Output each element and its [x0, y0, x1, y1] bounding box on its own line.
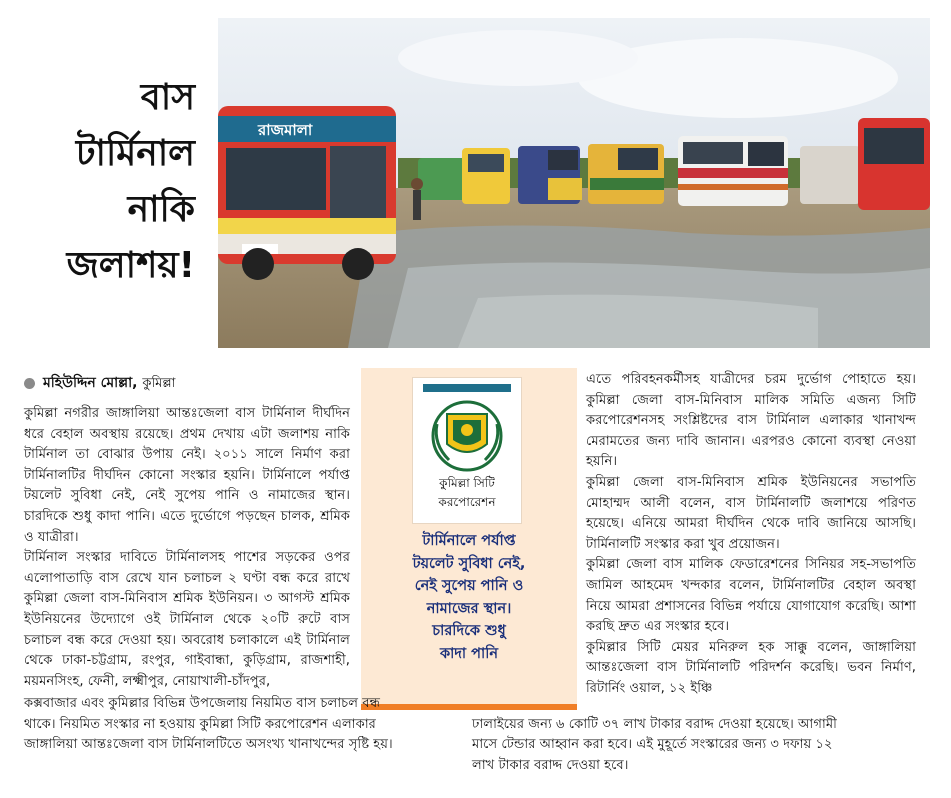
- article-bottom-lines: [24, 694, 916, 776]
- paragraph: এতে পরিবহনকর্মীসহ যাত্রীদের চরম দুর্ভোগ পোহাতে হয়। কুমিল্লা জেলা বাস-মিনিবাস মালিক সমিতি এজন্য সিটি করপোরেশনসহ সংশ্লিষ্টদের বাস টার্মিনাল এলাকার খানাখন্দ মেরামতের জন্য দাবি জানান। এরপরও কোনো ব্যবস্থা নেওয়া হয়নি।: [586, 372, 916, 470]
- city-corporation-logo: [413, 378, 521, 523]
- paragraph: কুমিল্লা নগরীর জাঙ্গালিয়া আন্তঃজেলা বাস টার্মিনাল দীর্ঘদিন ধরে বেহাল অবস্থায় রয়েছে। প্রথম দেখায় এটা জলাশয় নাকি টার্মিনাল তা বোঝার উপায় নেই। ২০১১ সালে নির্মাণ করা টার্মিনালটির দীর্ঘদিন কোনো সংস্কার হয়নি। টার্মিনালে পর্যাপ্ত টয়লেট সুবিধা নেই, নেই সুপেয় পানি ও নামাজের স্থান। চারদিকে শুধু কাদা পানি। এতে দুর্ভোগে পড়ছেন চালক, শ্রমিক ও যাত্রীরা।: [24, 406, 350, 545]
- pull-quote-line: নামাজের স্থান।: [426, 600, 512, 617]
- bullet-dot: [24, 378, 35, 389]
- bottom-row: [24, 694, 916, 715]
- paragraph: কুমিল্লা জেলা বাস মালিক ফেডারেশনের সিনিয়র সহ-সভাপতি জামিল আহমেদ খন্দকার বলেন, টার্মিনালটির বেহাল অবস্থা নিয়ে আমরা প্রশাসনের বিভিন্ন পর্যায়ে যোগাযোগ করেছি। আশা করছি দ্রুত এর সংস্কার হবে।: [586, 557, 916, 635]
- headline-line-3: নাকি: [127, 189, 195, 230]
- pull-quote-line: চারদিকে শুধু: [432, 623, 506, 639]
- bottom-row: [24, 715, 916, 736]
- bottom-left-line: জাঙ্গালিয়া আন্তঃজেলা বাস টার্মিনালটিতে অসংখ্য খানাখন্দের সৃষ্টি হয়।: [24, 737, 393, 753]
- article-column-1: [24, 404, 350, 692]
- bottom-right-line: মাসে টেন্ডার আহ্বান করা হবে। এই মুহূর্তে সংস্কারের জন্য ৩ দফায় ১২: [472, 737, 833, 753]
- article-column-3: [586, 370, 916, 700]
- bottom-row: [24, 735, 916, 756]
- byline-location: কুমিল্লা: [142, 376, 176, 391]
- pull-quote-line: টার্মিনালে পর্যাপ্ত: [422, 533, 516, 549]
- headline: [30, 70, 195, 294]
- logo-caption-line-2: করপোরেশন: [438, 495, 496, 509]
- pull-quote: [369, 530, 569, 665]
- pull-quote-line: টয়লেট সুবিধা নেই,: [412, 555, 526, 572]
- pull-quote-line: কাদা পানি: [439, 645, 499, 662]
- pull-quote-line: নেই সুপেয় পানি ও: [414, 578, 524, 594]
- logo-caption: [413, 474, 521, 512]
- bottom-right-line: লাখ টাকার বরাদ্দ দেওয়া হবে।: [472, 757, 629, 773]
- bus-terminal-photo: [218, 18, 930, 348]
- bottom-left-line: থাকে। নিয়মিত সংস্কার না হওয়ায় কুমিল্লা সিটি করপোরেশন এলাকার: [24, 716, 376, 732]
- emblem-icon: [423, 384, 511, 474]
- paragraph: টার্মিনাল সংস্কার দাবিতে টার্মিনালসহ পাশের সড়কের ওপর এলোপাতাড়ি বাস রেখে যান চলাচল ২ ঘণ্টা বন্ধ করে রাখে কুমিল্লা জেলা বাস-মিনিবাস শ্রমিক ইউনিয়ন। ৩ আগস্ট শ্রমিক ইউনিয়নের উদ্যোগে ওই টার্মিনাল থেকে ২০টি রুটে বাস চলাচল বন্ধ করে দেওয়া হয়। অবরোধ চলাকালে এই টার্মিনাল থেকে ঢাকা-চট্টগ্রাম, রংপুর, গাইবান্ধা, কুড়িগ্রাম, রাজশাহী, ময়মনসিংহ, ফেনী, লক্ষ্মীপুর, নোয়াখালী-চাঁদপুর,: [24, 550, 350, 689]
- headline-line-1: বাস: [140, 77, 195, 118]
- bottom-row: [24, 756, 916, 777]
- bottom-right-line: ঢালাইয়ের জন্য ৬ কোটি ৩৭ লাখ টাকার বরাদ্দ দেওয়া হয়েছে। আগামী: [472, 716, 837, 732]
- byline-author: মহিউদ্দিন মোল্লা,: [43, 375, 138, 391]
- bottom-left-line: কক্সবাজার এবং কুমিল্লার বিভিন্ন উপজেলায় নিয়মিত বাস চলাচল বন্ধ: [24, 696, 381, 711]
- bus-destination-sign: রাজমালা: [258, 121, 313, 139]
- paragraph: কুমিল্লার সিটি মেয়র মনিরুল হক সাক্কু বলেন, জাঙ্গালিয়া আন্তঃজেলা বাস টার্মিনালটি পরিদর্শন করেছি। ভবন নির্মাণ, রিটার্নিং ওয়াল, ১২ ইঞ্চি: [586, 639, 916, 696]
- headline-line-4: জলাশয়!: [66, 245, 195, 286]
- headline-line-2: টার্মিনাল: [75, 133, 195, 174]
- paragraph: কুমিল্লা জেলা বাস-মিনিবাস শ্রমিক ইউনিয়নের সভাপতি মোহাম্মদ আলী বলেন, বাস টার্মিনালটি জলাশয়ে পরিণত হয়েছে। এনিয়ে আমরা দীর্ঘদিন থেকে দাবি জানিয়ে আসছি। টার্মিনালটি সংস্কার করা খুব প্রয়োজন।: [586, 474, 916, 552]
- byline: [24, 371, 175, 395]
- logo-caption-line-1: কুমিল্লা সিটি: [439, 476, 495, 490]
- pull-quote-box: [361, 368, 577, 710]
